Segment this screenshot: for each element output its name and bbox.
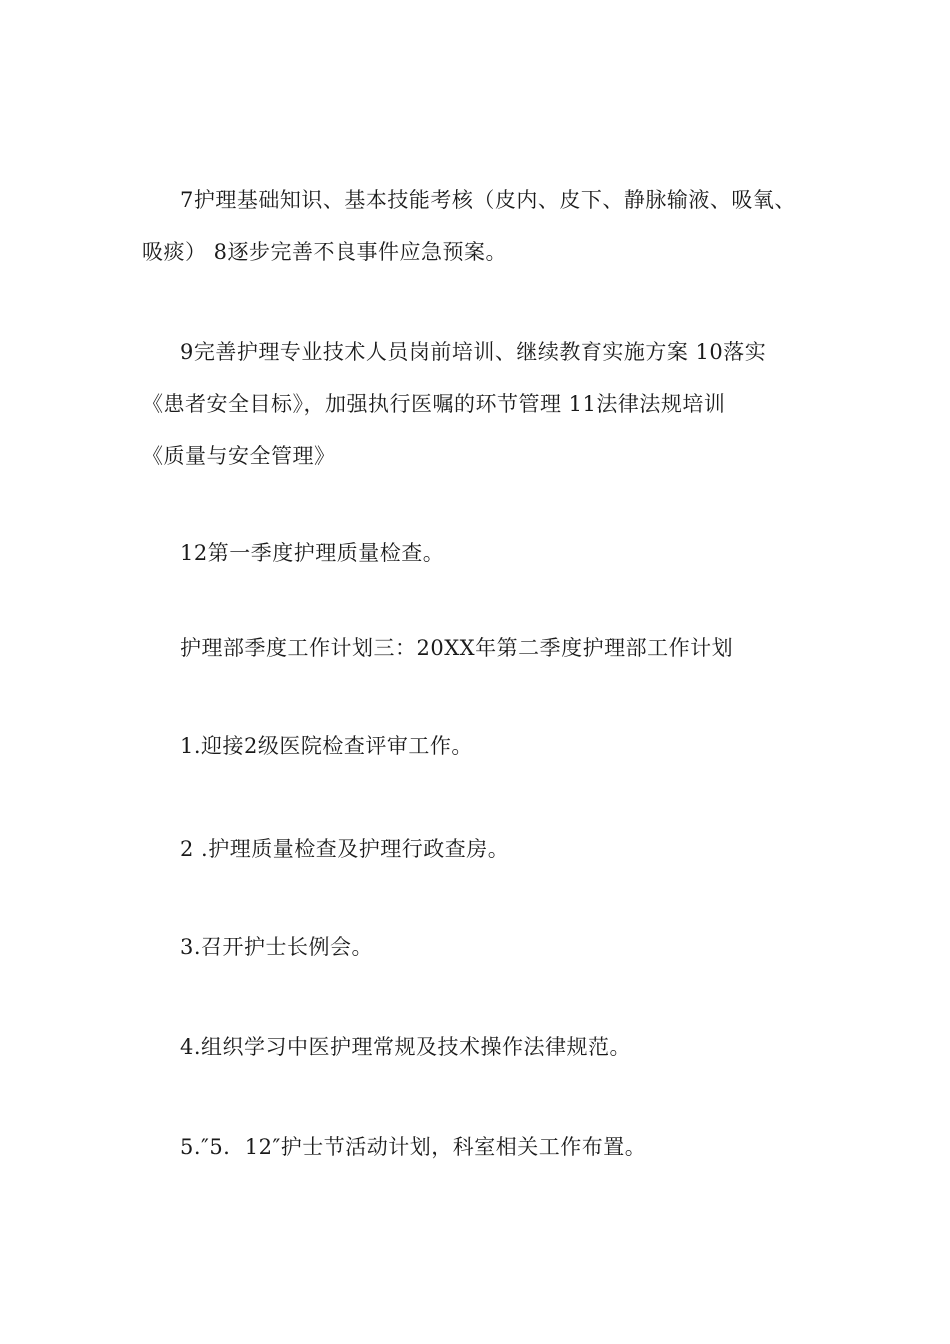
text-line: 1.迎接2级医院检查评审工作。 [180, 734, 473, 758]
text-line: 5.″5．12″护士节活动计划，科室相关工作布置。 [180, 1135, 647, 1159]
text-line: 《质量与安全管理》 [142, 444, 336, 468]
text-line: 吸痰） 8逐步完善不良事件应急预案。 [142, 240, 508, 264]
text-line: 3.召开护士长例会。 [180, 935, 374, 959]
list-item [142, 823, 842, 875]
paragraph-quality-inspection [142, 527, 842, 579]
text-line: 7护理基础知识、基本技能考核（皮内、皮下、静脉输液、吸氧、 [180, 188, 796, 212]
text-line: 护理部季度工作计划三：20XX年第二季度护理部工作计划 [180, 636, 734, 660]
list-item [142, 1121, 842, 1173]
list-item [142, 921, 842, 973]
paragraph-nursing-skills-assessment [142, 174, 842, 278]
text-line: 2 .护理质量检查及护理行政查房。 [180, 837, 510, 861]
text-line: 12第一季度护理质量检查。 [180, 541, 445, 565]
text-line: 《患者安全目标》，加强执行医嘱的环节管理 11法律法规培训 [142, 392, 726, 416]
list-item [142, 1021, 842, 1073]
text-line: 9完善护理专业技术人员岗前培训、继续教育实施方案 10落实 [180, 340, 767, 364]
list-item [142, 720, 842, 772]
section-heading [142, 622, 842, 674]
text-line: 4.组织学习中医护理常规及技术操作法律规范。 [180, 1035, 632, 1059]
paragraph-training-and-safety [142, 326, 842, 482]
